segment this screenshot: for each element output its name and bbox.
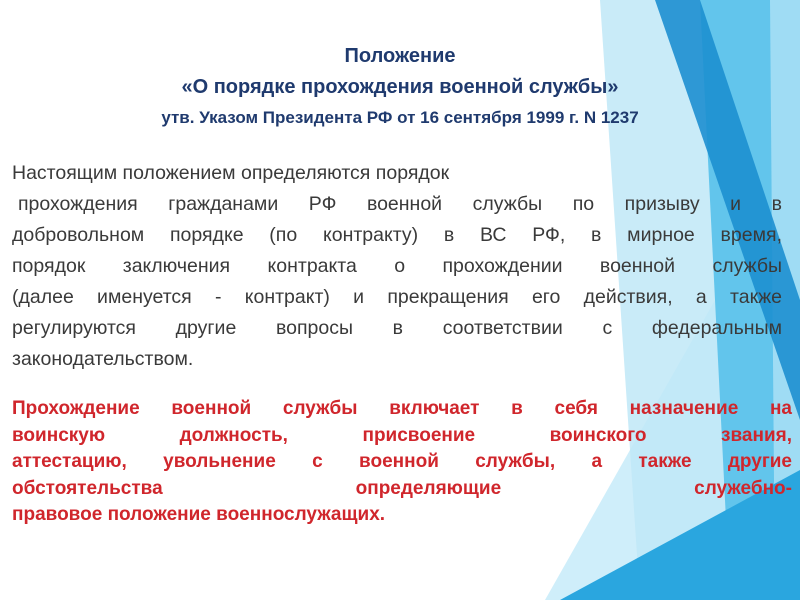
body-line: добровольном порядке (по контракту) в ВС РФ, в мирное время, bbox=[12, 224, 782, 246]
highlight-line: аттестацию, увольнение с военной службы, а также другие bbox=[12, 451, 792, 472]
highlight-line: правовое положение военнослужащих. bbox=[12, 504, 386, 525]
body-line: законодательством. bbox=[12, 348, 194, 370]
slide-title: Положение bbox=[344, 45, 456, 67]
highlight-paragraph bbox=[12, 396, 792, 529]
highlight-line: обстоятельства определяющие служебно- bbox=[12, 477, 792, 499]
body-line: Настоящим положением определяются порядок bbox=[12, 162, 450, 184]
body-line: прохождения гражданами РФ военной службы по призыву и в bbox=[18, 193, 782, 215]
body-line: регулируются другие вопросы в соответствии с федеральным bbox=[12, 317, 782, 339]
body-line: (далее именуется - контракт) и прекращения его действия, а также bbox=[12, 286, 782, 308]
body-paragraph bbox=[12, 158, 782, 375]
highlight-line: воинскую должность, присвоение воинского звания, bbox=[12, 424, 792, 446]
decree-reference: утв. Указом Президента РФ от 16 сентября 1999 г. N 1237 bbox=[161, 108, 639, 127]
body-line: порядок заключения контракта о прохождении военной службы bbox=[12, 255, 782, 277]
slide-subtitle: «О порядке прохождения военной службы» bbox=[181, 76, 619, 98]
highlight-line: Прохождение военной службы включает в себя назначение на bbox=[12, 398, 792, 419]
